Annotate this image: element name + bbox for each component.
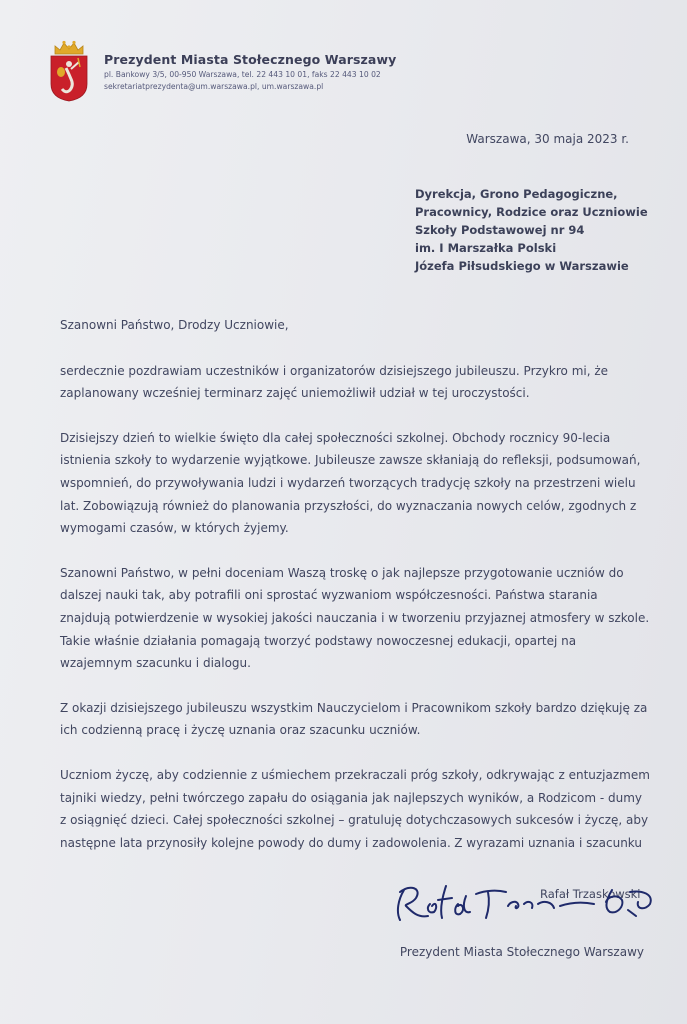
recipient-line: Pracownicy, Rodzice oraz Uczniowie <box>415 205 648 219</box>
recipient-block <box>415 185 648 275</box>
signer-name: Rafał Trzaskowski <box>540 887 641 901</box>
paragraph: Dzisiejszy dzień to wielkie święto dla całej społeczności szkolnej. Obchody rocznicy 90-lecia istnienia szkoły to wydarzenie wyjątkowe. Jubileusze zawsze skłaniają do refleksji, podsumowań, wspomnień, do przywoływania ludzi i wydarzeń tworzących tradycję szkoły na przestrzeni wielu lat. Zobowiązują również do planowania przyszłości, do wyznaczania nowych celów, zgodnych z wymogami czasów, w których żyjemy. <box>60 430 641 536</box>
recipient-line: Szkoły Podstawowej nr 94 <box>415 223 585 237</box>
closing-phrase: Z wyrazami uznania i szacunku <box>454 836 642 850</box>
recipient-line: im. I Marszałka Polski <box>415 241 557 255</box>
letter-body <box>60 314 650 876</box>
handwritten-signature-icon <box>392 878 662 928</box>
paragraph: Z okazji dzisiejszego jubileuszu wszystkim Nauczycielom i Pracownikom szkoły bardzo dziękuję za ich codzienną pracę i życzę uznania oraz szacunku uczniów. <box>60 700 648 738</box>
letterhead-address: pl. Bankowy 3/5, 00-950 Warszawa, tel. 22 443 10 01, faks 22 443 10 02 <box>104 70 381 79</box>
signer-title: Prezydent Miasta Stołecznego Warszawy <box>399 945 644 959</box>
letter-date: Warszawa, 30 maja 2023 r. <box>466 132 629 146</box>
paragraph: Szanowni Państwo, w pełni doceniam Waszą troskę o jak najlepsze przygotowanie uczniów do dalszej nauki tak, aby potrafili oni sprostać wyzwaniom współczesności. Państwa starania znajdują potwierdzenie w wysokiej jakości nauczania i w tworzeniu przyjaznej atmosfery w szkole. Takie właśnie działania pomagają tworzyć podstawy nowoczesnej edukacji, opartej na wzajemnym szacunku i dialogu. <box>60 565 650 671</box>
paragraph: serdecznie pozdrawiam uczestników i organizatorów dzisiejszego jubileuszu. Przykro mi, że zaplanowany wcześniej terminarz zajęć uniemożliwił udział w tej uroczystości. <box>60 363 609 401</box>
letterhead <box>104 52 396 91</box>
warsaw-coat-of-arms-icon <box>49 38 89 102</box>
recipient-line: Dyrekcja, Grono Pedagogiczne, <box>415 187 618 201</box>
paragraph: Uczniom życzę, aby codziennie z uśmiechem przekraczali próg szkoły, odkrywając z entuzjazmem tajniki wiedzy, pełni twórczego zapału do osiągania jak najlepszych wyników, a Rodzicom - dumy z osiągnięć dzieci. Całej społeczności szkolnej – gratuluję dotychczasowych sukcesów i życzę, aby następne lata przynosiły kolejne powody do dumy i zadowolenia. <box>60 767 650 850</box>
letterhead-title: Prezydent Miasta Stołecznego Warszawy <box>104 52 397 67</box>
recipient-line: Józefa Piłsudskiego w Warszawie <box>415 259 629 273</box>
greeting: Szanowni Państwo, Drodzy Uczniowie, <box>60 318 289 332</box>
letterhead-contact: sekretariatprezydenta@um.warszawa.pl, um.warszawa.pl <box>104 82 324 91</box>
